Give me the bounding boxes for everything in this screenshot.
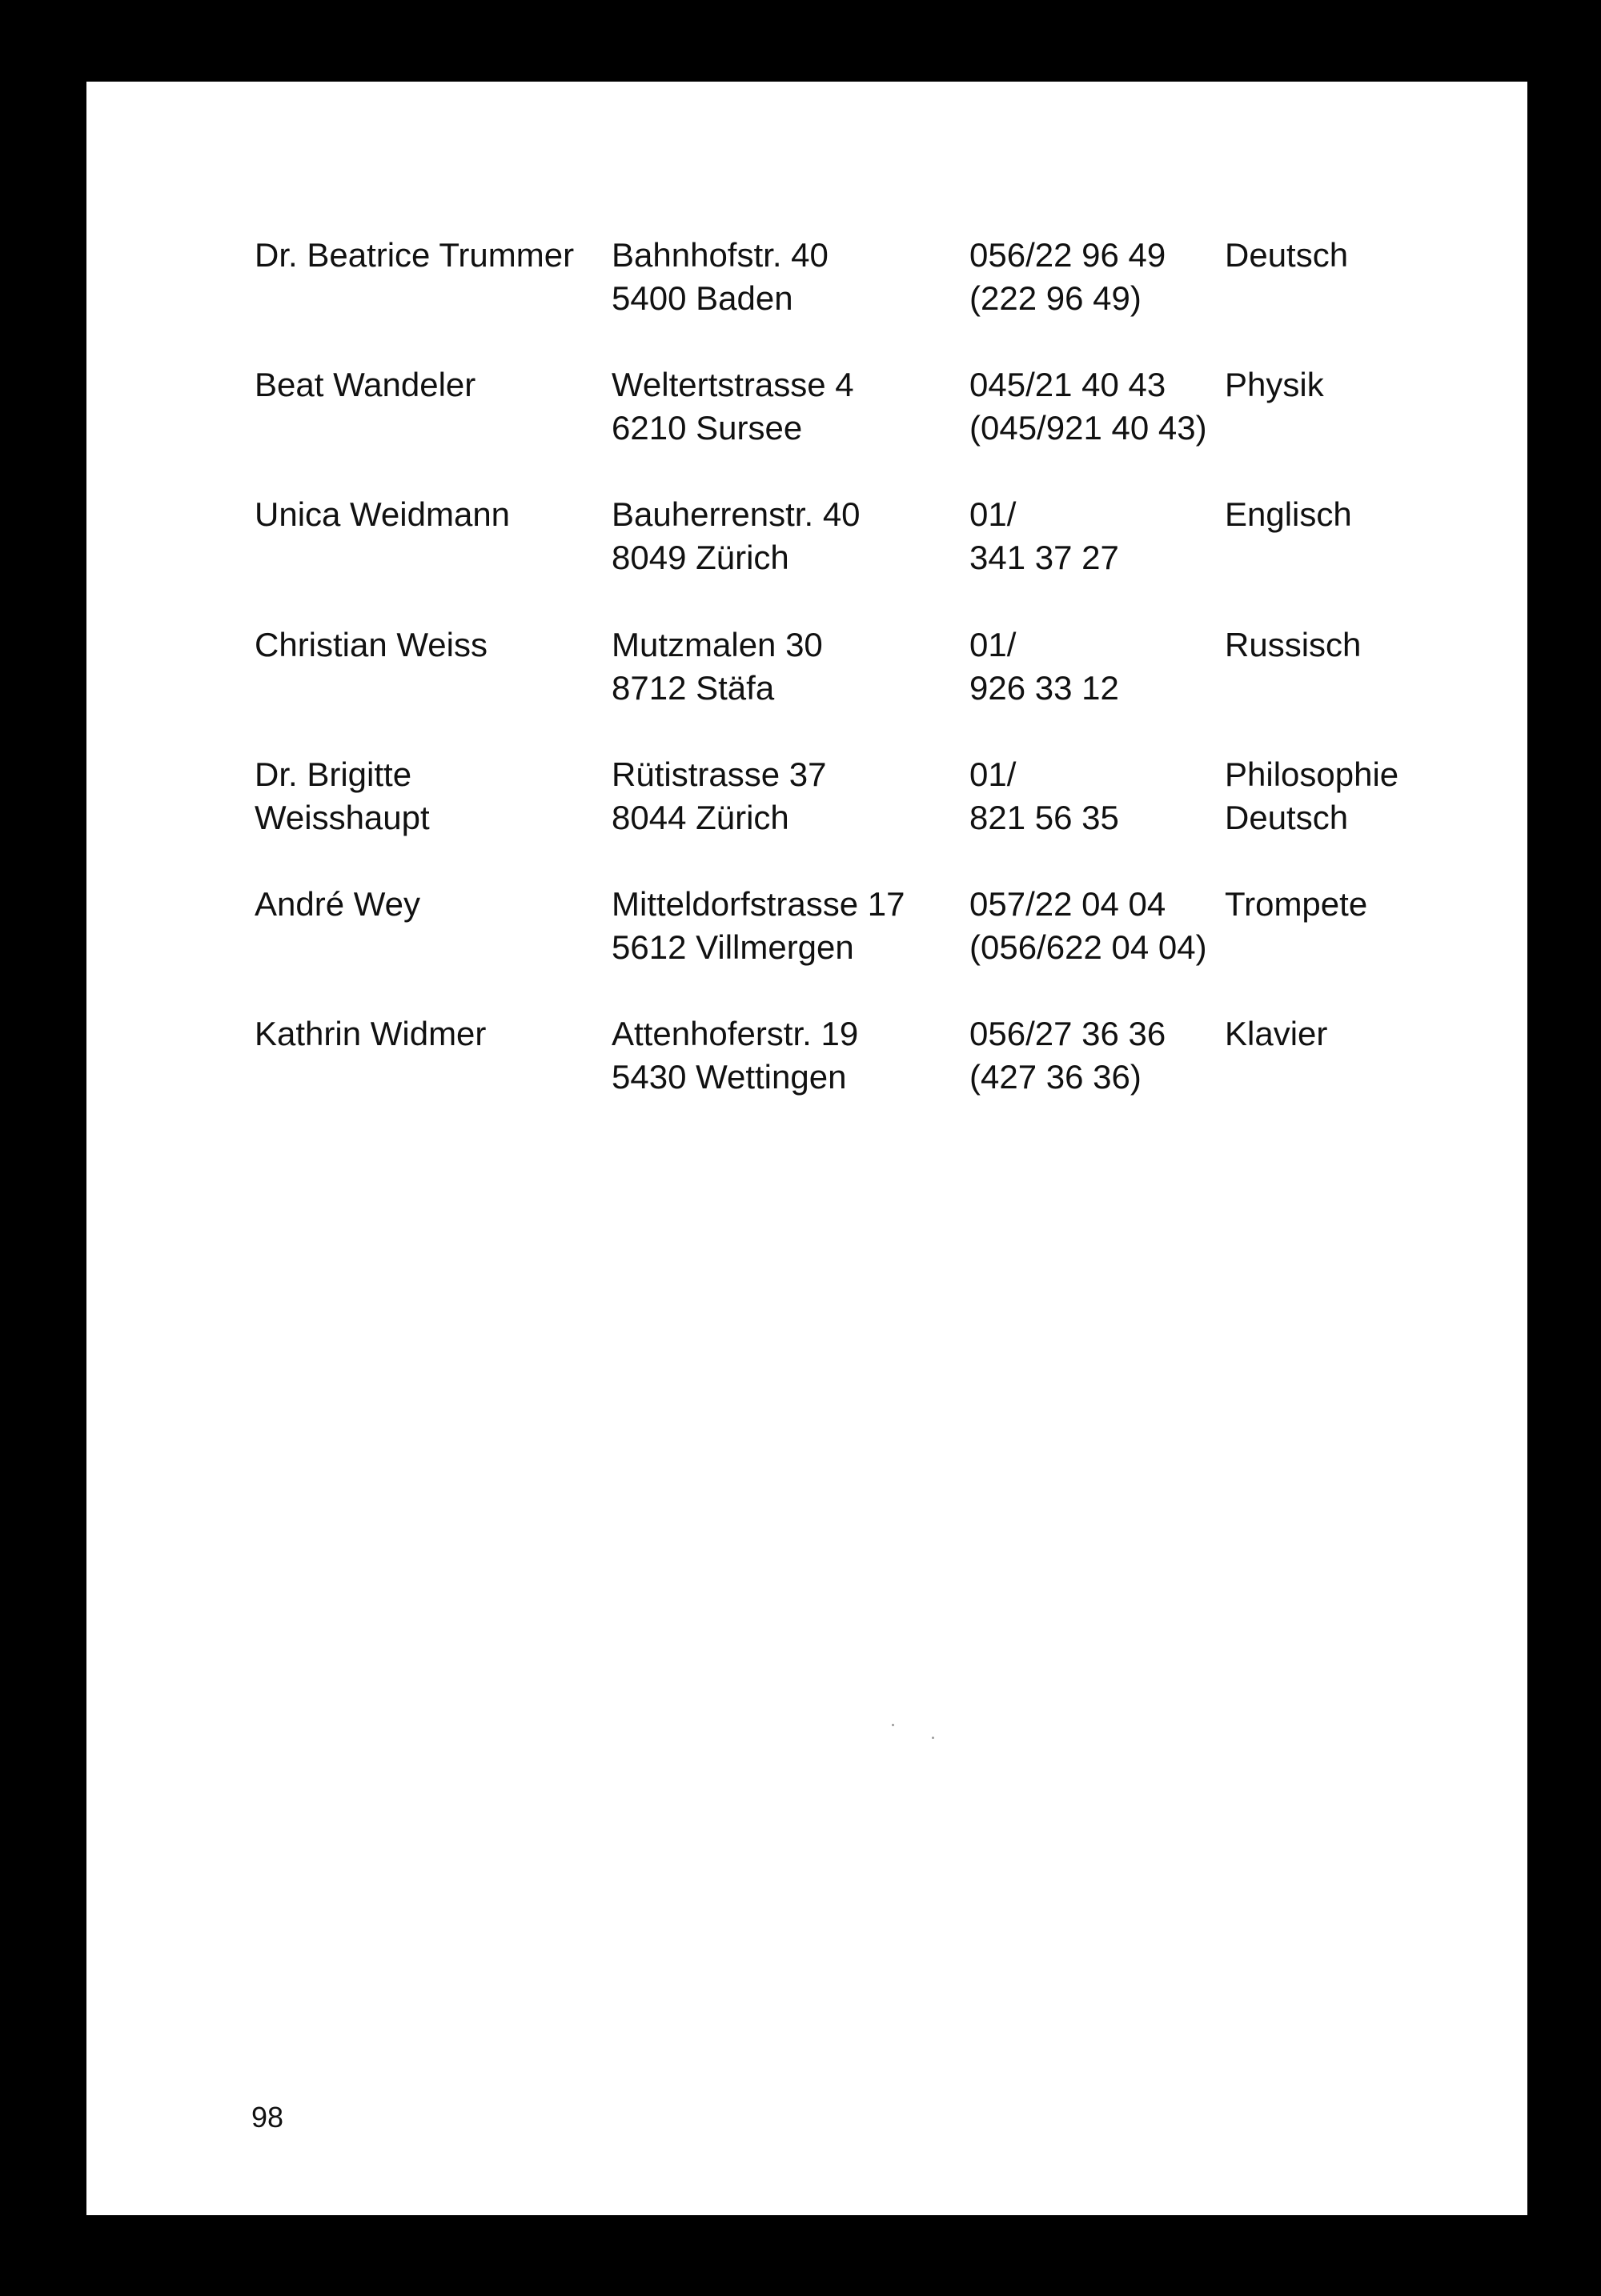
phone-alt-line: 821 56 35 — [969, 799, 1119, 836]
entry-subject — [1225, 363, 1324, 407]
entry-phone — [969, 493, 1119, 579]
street-line: Bauherrenstr. 40 — [612, 495, 861, 533]
city-line: 5612 Villmergen — [612, 928, 854, 966]
subject-line: Trompete — [1225, 885, 1368, 923]
phone-alt-line: (056/622 04 04) — [969, 928, 1207, 966]
entry-address — [612, 753, 826, 839]
entry-address — [612, 234, 829, 320]
phone-line: 01/ — [969, 755, 1017, 793]
phone-line: 045/21 40 43 — [969, 366, 1166, 403]
street-line: Weltertstrasse 4 — [612, 366, 854, 403]
directory-entry — [255, 623, 1535, 711]
subject-line: Philosophie — [1225, 755, 1399, 793]
phone-alt-line: (222 96 49) — [969, 279, 1142, 317]
city-line: 8712 Stäfa — [612, 669, 775, 707]
entry-subject — [1225, 623, 1361, 667]
directory-entry — [255, 753, 1535, 841]
entry-phone — [969, 753, 1119, 839]
entry-name — [255, 883, 420, 926]
entry-subject — [1225, 493, 1352, 536]
phone-line: 056/22 96 49 — [969, 236, 1166, 274]
scan-speck — [932, 1737, 934, 1739]
directory-entry — [255, 493, 1535, 581]
city-line: 5400 Baden — [612, 279, 793, 317]
subject-line: Russisch — [1225, 626, 1362, 663]
street-line: Mutzmalen 30 — [612, 626, 823, 663]
entry-name — [255, 234, 574, 277]
scan-speck — [892, 1724, 894, 1726]
phone-alt-line: (045/921 40 43) — [969, 409, 1207, 447]
entry-name — [255, 753, 430, 839]
street-line: Rütistrasse 37 — [612, 755, 827, 793]
name-line: Beat Wandeler — [255, 366, 476, 403]
phone-line: 057/22 04 04 — [969, 885, 1166, 923]
street-line: Bahnhofstr. 40 — [612, 236, 829, 274]
phone-alt-line: (427 36 36) — [969, 1058, 1142, 1096]
entry-address — [612, 623, 823, 710]
subject-line: Physik — [1225, 366, 1324, 403]
street-line: Attenhoferstr. 19 — [612, 1015, 859, 1052]
entry-name — [255, 1012, 486, 1056]
city-line: 8044 Zürich — [612, 799, 789, 836]
entry-phone — [969, 883, 1207, 969]
entry-phone — [969, 363, 1207, 450]
name-line: Weisshaupt — [255, 799, 430, 836]
subject-line: Deutsch — [1225, 799, 1349, 836]
entry-subject — [1225, 234, 1348, 277]
name-line: Kathrin Widmer — [255, 1015, 487, 1052]
entry-phone — [969, 234, 1166, 320]
entry-address — [612, 493, 861, 579]
subject-line: Englisch — [1225, 495, 1352, 533]
entry-phone — [969, 623, 1119, 710]
name-line: André Wey — [255, 885, 420, 923]
entry-subject — [1225, 753, 1398, 839]
entry-address — [612, 1012, 858, 1099]
phone-line: 01/ — [969, 495, 1017, 533]
name-line: Dr. Beatrice Trummer — [255, 236, 575, 274]
directory-entry — [255, 363, 1535, 451]
phone-alt-line: 341 37 27 — [969, 539, 1119, 576]
city-line: 8049 Zürich — [612, 539, 789, 576]
directory-entry — [255, 883, 1535, 971]
phone-alt-line: 926 33 12 — [969, 669, 1119, 707]
subject-line: Deutsch — [1225, 236, 1349, 274]
name-line: Dr. Brigitte — [255, 755, 412, 793]
city-line: 5430 Wettingen — [612, 1058, 847, 1096]
phone-line: 01/ — [969, 626, 1017, 663]
name-line: Christian Weiss — [255, 626, 488, 663]
street-line: Mitteldorfstrasse 17 — [612, 885, 905, 923]
entry-subject — [1225, 1012, 1327, 1056]
entry-address — [612, 883, 905, 969]
entry-name — [255, 363, 475, 407]
entry-subject — [1225, 883, 1367, 926]
directory-entry — [255, 234, 1535, 322]
subject-line: Klavier — [1225, 1015, 1328, 1052]
name-line: Unica Weidmann — [255, 495, 511, 533]
phone-line: 056/27 36 36 — [969, 1015, 1166, 1052]
entry-address — [612, 363, 854, 450]
entry-phone — [969, 1012, 1166, 1099]
entry-name — [255, 623, 488, 667]
city-line: 6210 Sursee — [612, 409, 803, 447]
document-page — [86, 82, 1527, 2215]
page-number: 98 — [251, 2101, 284, 2134]
directory-entry — [255, 1012, 1535, 1100]
entry-name — [255, 493, 510, 536]
